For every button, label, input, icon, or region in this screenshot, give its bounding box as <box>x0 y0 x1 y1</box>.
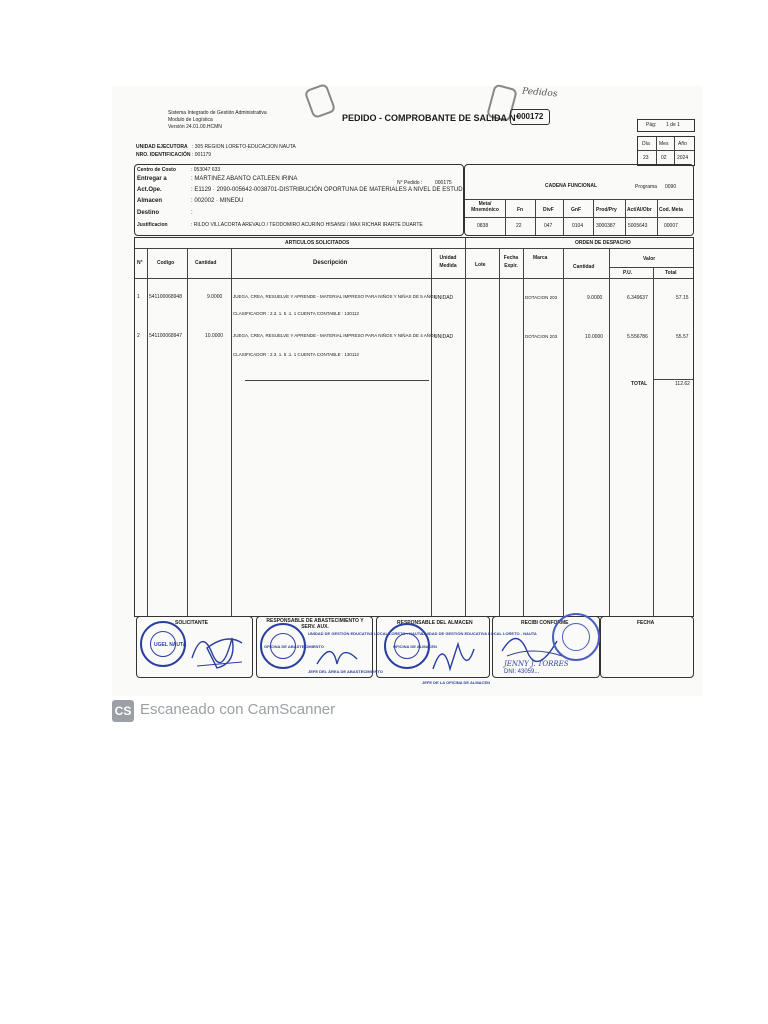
stamp-ugel-loreto-1: UNIDAD DE GESTIÓN EDUCATIVA LOCAL LORETO - NAUTA <box>308 631 423 636</box>
cadena-funcional-box <box>464 164 694 236</box>
row1-clasificador: CLASIFICADOR : 2.3. 1. 5 .1. 1 CUENTA CONTABLE : 130112 <box>233 311 360 316</box>
stamp-jefe-abastecimiento: JEFE DEL ÁREA DE ABASTECIMIENTO <box>308 669 383 674</box>
signature-label-recibi: RECIBI CONFORME <box>521 620 569 626</box>
recibi-dni: DNI: 43059... <box>504 669 540 675</box>
nro-value: : 001179 <box>192 152 212 158</box>
total-value: 112.62 <box>675 381 690 387</box>
stamp-ugel-loreto-2: UNIDAD DE GESTIÓN EDUCATIVA LOCAL LORETO - NAUTA <box>422 631 537 636</box>
date-month: 02 <box>661 155 667 161</box>
row2-pu: 5.556786 <box>627 334 648 340</box>
cadena-value-prod: 3000387 <box>596 223 616 229</box>
cadena-value-codmeta: 00007 <box>664 223 678 229</box>
row2-unidad: UNIDAD <box>434 334 454 340</box>
date-day: 23 <box>643 155 649 161</box>
signature-label-almacen: RESPONSABLE DEL ALMACEN <box>397 620 473 626</box>
document-title: PEDIDO - COMPROBANTE DE SALIDA N° <box>342 113 520 123</box>
stamp-abastecimiento: OFICINA DE ABASTECIMIENTO <box>264 644 324 649</box>
col-fecha: Fecha Expir. <box>503 255 519 269</box>
stamp-seal-recibi <box>552 613 600 661</box>
row2-cantidad: 10.0000 <box>205 333 224 339</box>
cadena-value-meta: 0838 <box>477 223 489 229</box>
document-page <box>112 86 702 696</box>
system-line-2: Modulo de Logística <box>168 117 213 123</box>
col-cantidad-despacho: Cantidad <box>573 264 595 270</box>
row2-total: 55.57 <box>676 334 689 340</box>
info-value-justificacion: : RILDO VILLACORTA AREVALO / TEODOMIRO ACURINO HISANSI / MAX RICHAR IRARTE DUARTE <box>191 222 423 228</box>
date-year: 2024 <box>677 155 689 161</box>
row2-nro: 2 <box>137 333 140 339</box>
cadena-value-act: 5005643 <box>628 223 648 229</box>
camscanner-text: Escaneado con CamScanner <box>140 701 336 718</box>
signature-almacen <box>428 634 478 679</box>
col-unidad: Unidad Medida <box>439 255 457 269</box>
info-value-almacen: : 002002 · MINEDU <box>191 198 244 204</box>
cadena-value-gnf: 0104 <box>572 223 584 229</box>
programa-label: Programa <box>635 184 657 190</box>
row2-cantidad-despacho: 10.0000 <box>585 334 604 340</box>
info-value-actope: : E1129 · 2090-005642-0038701-DISTRIBUCIÓN OPORTUNA DE MATERIALES A NIVEL DE ESTUD <box>191 187 463 193</box>
programa-value: 0090 <box>665 184 677 190</box>
cadena-header-divf: DivF <box>543 207 554 213</box>
stamp-almacen: OFICINA DE ALMACEN <box>393 644 437 649</box>
info-label-almacen: Almacen <box>137 198 163 204</box>
paper-clip-left <box>304 83 337 119</box>
camscanner-logo: CS <box>112 700 134 722</box>
cadena-header-meta: Meta/ Mnemónico <box>471 201 499 213</box>
page-value: 1 de 1 <box>666 122 680 128</box>
cadena-value-divf: 047 <box>544 223 553 229</box>
stamp-ugel: UGEL NAUTA <box>154 642 187 648</box>
stamp-jefe-almacen: JEFE DE LA OFICINA DE ALMACEN <box>422 680 491 685</box>
signature-box-fecha <box>600 616 694 678</box>
nro-label: NRO. IDENTIFICACIÓN <box>136 152 191 158</box>
signature-label-abastecimiento: RESPONSABLE DE ABASTECIMIENTO Y SERV. AUX. <box>266 618 364 630</box>
info-value-centro: : 053047 633 <box>191 167 221 173</box>
pedido-label: N° Pedido : <box>397 180 423 186</box>
ue-value: : 305 REGION LORETO-EDUCACION NAUTA <box>192 144 296 150</box>
page-label: Pág: <box>646 122 657 128</box>
info-value-entregar: : MARTINEZ ABANTO CATLEEN IRINA <box>191 176 298 182</box>
info-value-destino: : <box>191 210 193 216</box>
row1-cantidad-despacho: 9.0000 <box>587 295 603 301</box>
info-label-destino: Destino <box>137 210 160 216</box>
cadena-header-gnf: GnF <box>571 207 581 213</box>
cadena-title: CADENA FUNCIONAL <box>545 183 598 189</box>
handwritten-note: Pedidos <box>521 86 558 100</box>
col-total: Total <box>665 270 677 276</box>
system-line-1: Sistema Integrado de Gestión Administrativa <box>168 110 267 116</box>
document-number-text: 000172 <box>516 112 544 121</box>
row2-clasificador: CLASIFICADOR : 2.3. 1. 5 .1. 1 CUENTA CONTABLE : 130112 <box>233 352 360 357</box>
col-valor: Valor <box>643 256 656 262</box>
cadena-value-fn: 22 <box>516 223 522 229</box>
cadena-header-fn: Fn <box>517 207 524 213</box>
row1-total: 57.15 <box>676 295 689 301</box>
cadena-header-act: Act/AI/Obr <box>627 207 652 213</box>
system-line-3: Versión 24.01.00.HCMN <box>168 124 222 130</box>
date-header-year: Año <box>678 141 687 147</box>
items-end-line <box>245 380 429 381</box>
row2-codigo: 541100068947 <box>149 333 182 339</box>
signature-label-solicitante: SOLICITANTE <box>175 620 208 626</box>
recibi-name: JENNY J. TORRES <box>504 660 569 668</box>
date-header-month: Mes <box>659 141 669 147</box>
info-label-justificacion: Justificacion <box>137 222 168 228</box>
col-lote: Lote <box>475 262 486 268</box>
pedido-value: 000175 <box>435 180 452 186</box>
row1-cantidad: 9.0000 <box>207 294 223 300</box>
col-codigo: Codigo <box>157 260 175 266</box>
info-box <box>134 164 464 236</box>
col-cantidad: Cantidad <box>195 260 217 266</box>
ue-label: UNIDAD EJECUTORA <box>136 144 188 150</box>
info-label-entregar: Entregar a <box>137 176 167 182</box>
cadena-header-prod: Prod/Pry <box>596 207 617 213</box>
info-label-centro: Centro de Costo <box>137 167 176 173</box>
row1-pu: 6.349637 <box>627 295 648 301</box>
items-table <box>134 237 694 617</box>
signature-label-fecha: FECHA <box>637 620 655 626</box>
row2-descripcion: JUEGA, CREA, RESUELVE Y APRENDE - MATERIAL IMPRESO PARA NIÑOS Y NIÑAS DE 4 AÑOS <box>233 333 437 338</box>
row2-marca: DOTACION 203 <box>525 334 558 339</box>
total-label: TOTAL <box>631 381 648 387</box>
col-marca: Marca <box>533 255 548 261</box>
col-pu: P.U. <box>623 270 633 276</box>
info-label-actope: Act.Ope. <box>137 187 162 193</box>
col-nro: N° <box>137 260 143 266</box>
date-header-day: Día <box>642 141 650 147</box>
signature-abastecimiento <box>312 634 362 674</box>
row1-nro: 1 <box>137 294 140 300</box>
date-box <box>637 136 695 166</box>
signature-solicitante <box>187 618 247 673</box>
row1-codigo: 541100068948 <box>149 294 182 300</box>
row1-descripcion: JUEGA, CREA, RESUELVE Y APRENDE - MATERIAL IMPRESO PARA NIÑOS Y NIÑAS DE 5 AÑOS <box>233 294 437 299</box>
cadena-header-codmeta: Cod. Meta <box>659 207 683 213</box>
col-descripcion: Descripción <box>313 260 348 266</box>
section-orden: ORDEN DE DESPACHO <box>575 240 631 246</box>
document-number <box>510 109 550 125</box>
section-articulos: ARTICULOS SOLICITADOS <box>285 240 350 246</box>
row1-unidad: UNIDAD <box>434 295 454 301</box>
row1-marca: DOTACION 203 <box>525 295 558 300</box>
page-box <box>637 119 695 132</box>
